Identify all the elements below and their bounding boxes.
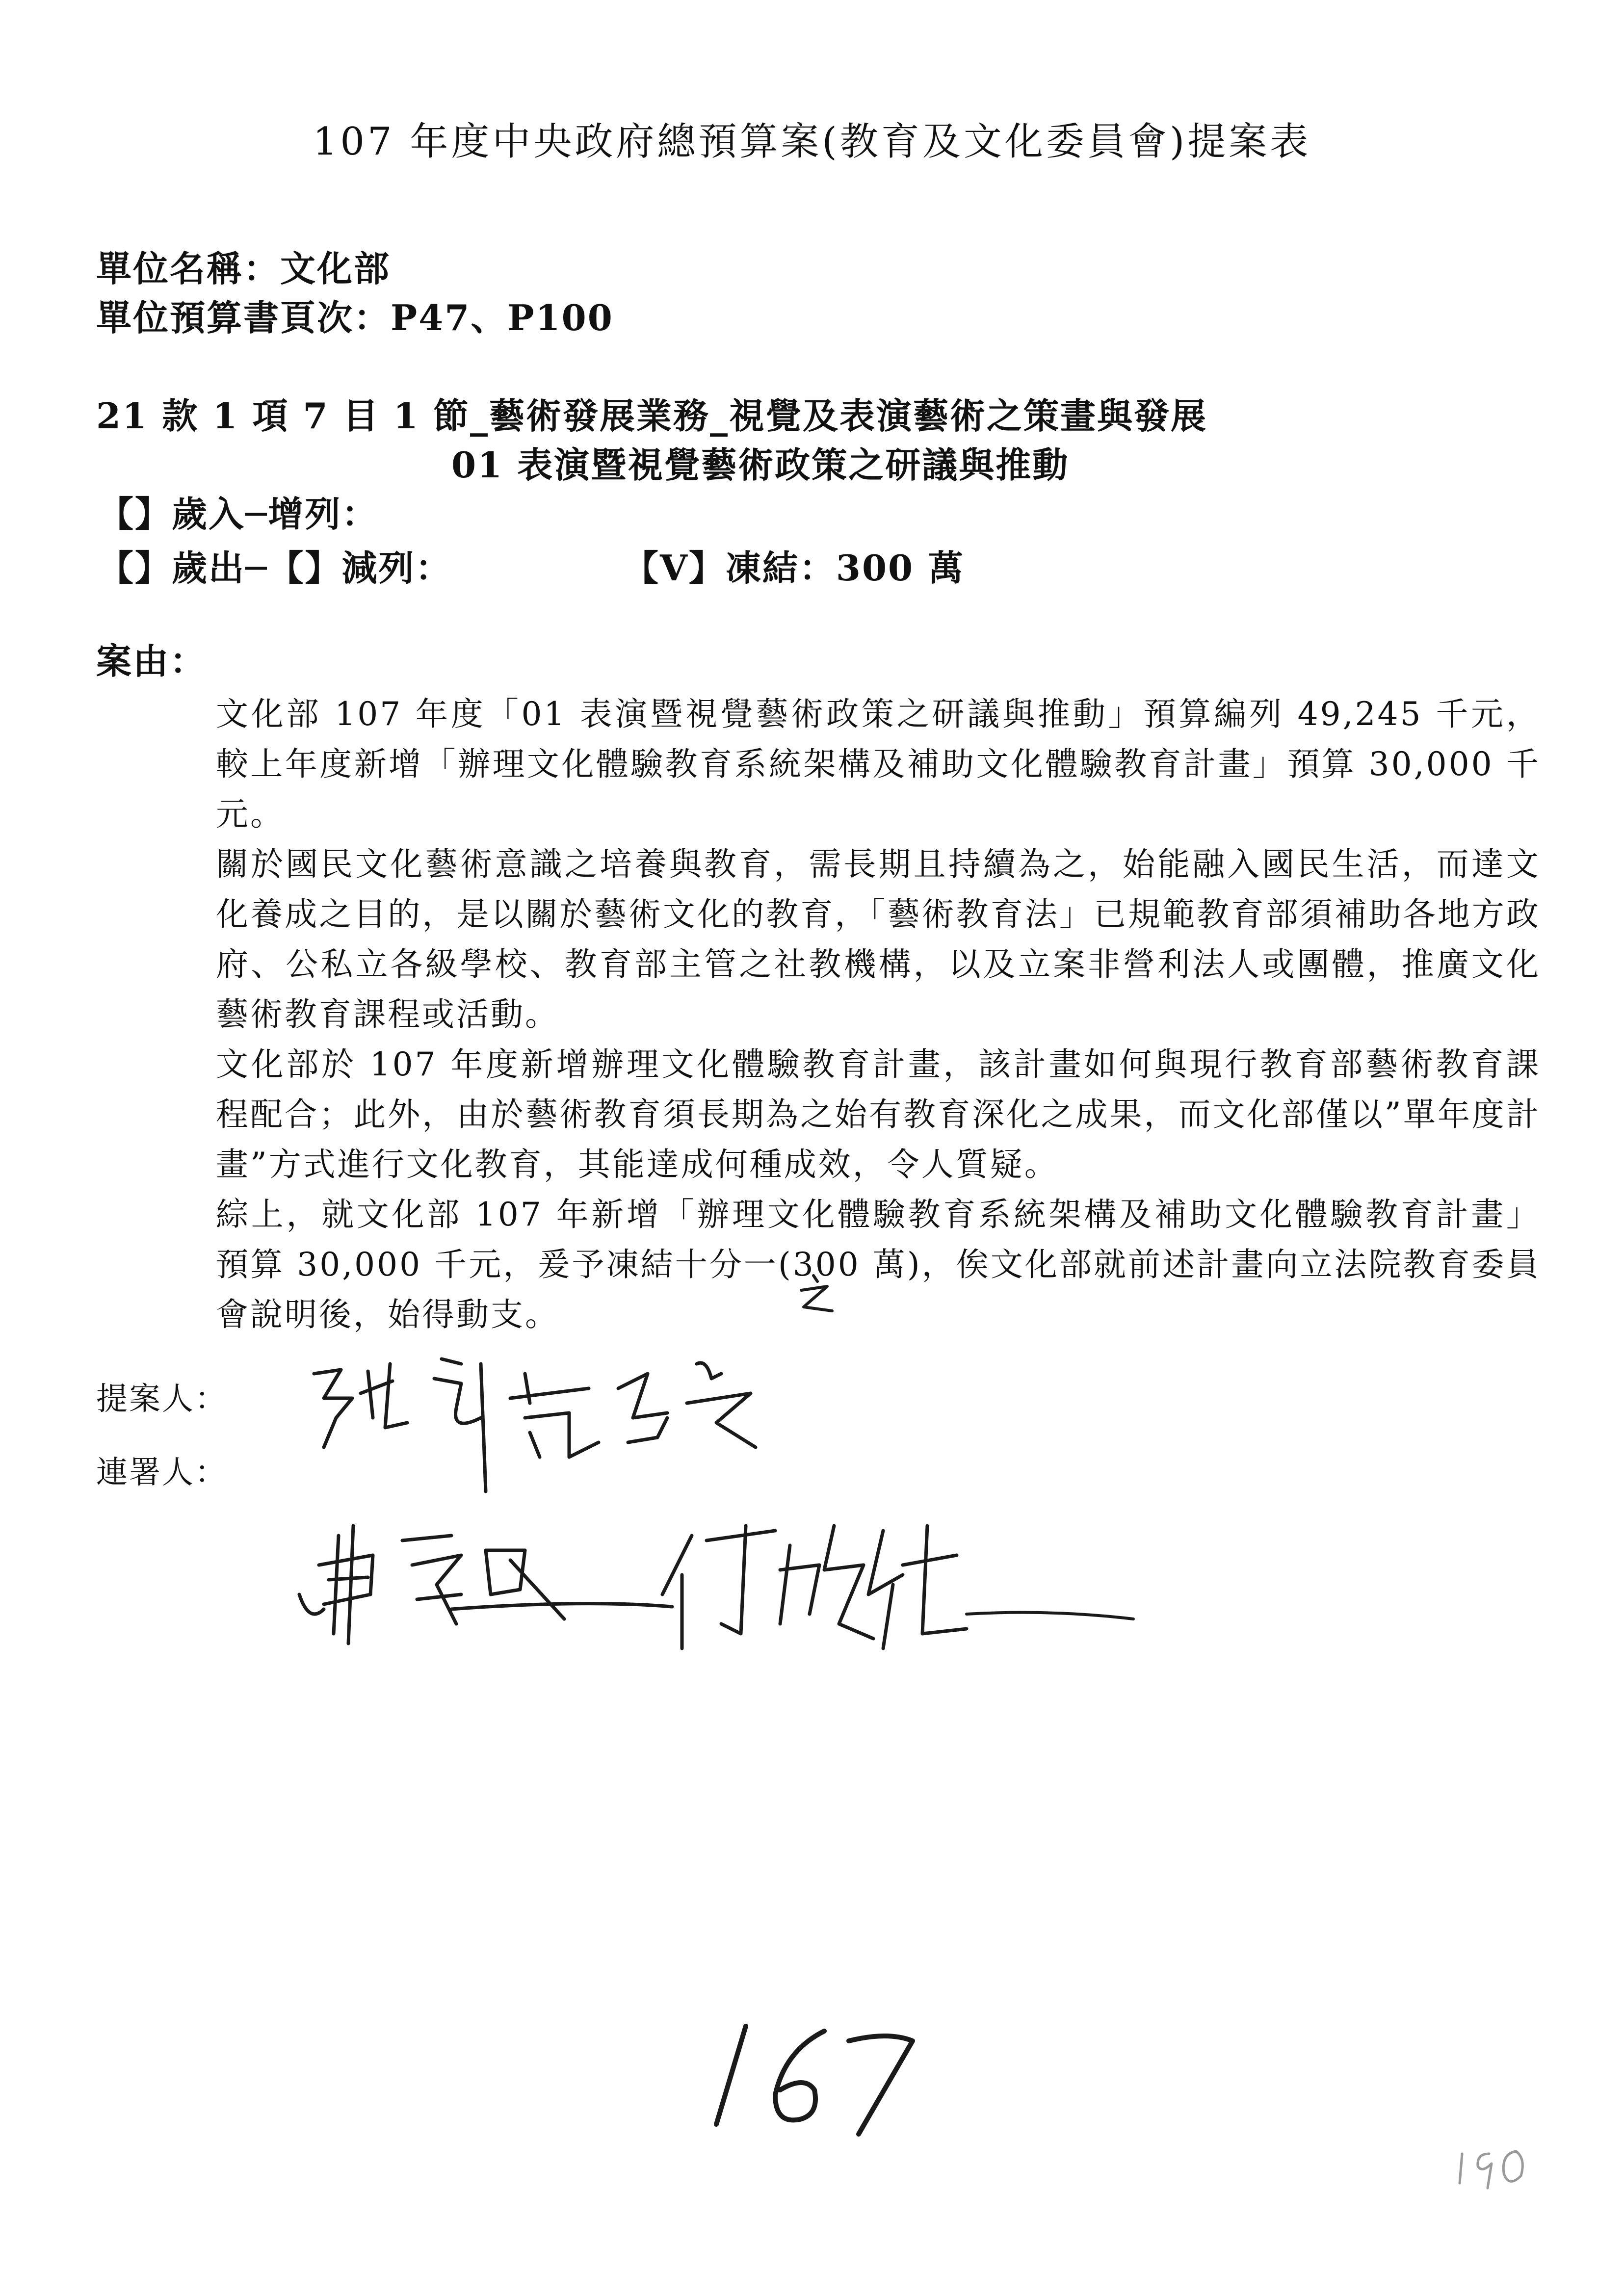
unit-name-label: 單位名稱： — [96, 248, 281, 289]
budget-pages-value: P47、P100 — [391, 297, 614, 339]
reason-paragraph-4: 綜上，就文化部 107 年新增「辦理文化體驗教育系統架構及補助文化體驗教育計畫」預算 30,000 千元，爰予凍結十分一(300 萬)，俟文化部就前述計畫向立法院教育委員會說明後，始得動支。 — [216, 1196, 1541, 1333]
reason-paragraph-3: 文化部於 107 年度新增辦理文化體驗教育計畫，該計畫如何與現行教育部藝術教育課程配合；此外，由於藝術教育須長期為之始有教育深化之成果，而文化部僅以”單年度計畫”方式進行文化教育，其能達成何種成效，令人質疑。 — [216, 1045, 1541, 1183]
budget-pages-label: 單位預算書頁次： — [96, 297, 391, 339]
proposer-signature — [294, 1344, 810, 1501]
reason-body — [216, 689, 1541, 1340]
reason-paragraph-2: 關於國民文化藝術意識之培養與教育，需長期且持續為之，始能融入國民生活，而達文化養成之目的，是以關於藝術文化的教育，「藝術教育法」已規範教育部須補助各地方政府、公私立各級學校、教育部主管之社教機構，以及立案非營利法人或團體，推廣文化藝術教育課程或活動。 — [216, 845, 1541, 1033]
handwritten-insertion-mark — [794, 1272, 838, 1321]
handwritten-page-number — [702, 2016, 937, 2144]
expense-option: 【】歲出─【】減列： — [98, 547, 452, 589]
proposer-label: 提案人： — [96, 1381, 228, 1417]
cosigner-signatures — [289, 1496, 1173, 1653]
budget-pages-row — [96, 289, 614, 340]
stamp-number — [1452, 2139, 1536, 2193]
freeze-option: 【V】凍結：300 萬 — [623, 547, 965, 589]
reason-label: 案由： — [96, 640, 207, 682]
item-line-1: 21 款 1 項 7 目 1 節_藝術發展業務_視覺及表演藝術之策畫與發展 — [96, 395, 1207, 437]
unit-name-row — [96, 240, 391, 291]
cosigner-label: 連署人： — [96, 1455, 228, 1491]
item-line-2: 01 表演暨視覺藝術政策之研議與推動 — [451, 444, 1070, 486]
revenue-option: 【】歲入─增列： — [98, 493, 379, 535]
unit-name-value: 文化部 — [280, 248, 391, 289]
reason-paragraph-1: 文化部 107 年度「01 表演暨視覺藝術政策之研議與推動」預算編列 49,245 千元，較上年度新增「辦理文化體驗教育系統架構及補助文化體驗教育計畫」預算 30,000 千元。 — [216, 695, 1541, 833]
document-title: 107 年度中央政府總預算案(教育及文化委員會)提案表 — [313, 120, 1311, 164]
